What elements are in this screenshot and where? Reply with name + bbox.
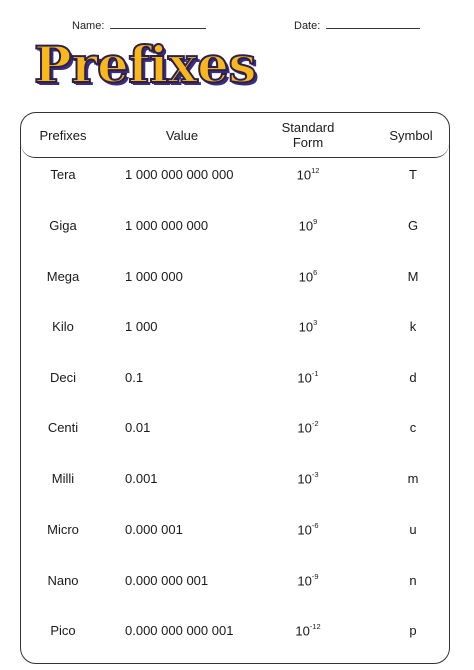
- table-header: [21, 113, 449, 158]
- symbol-cell: c: [409, 420, 417, 435]
- symbol-cell: G: [407, 218, 419, 233]
- standard-form-base: 10: [298, 319, 314, 335]
- standard-form-base: 10: [296, 167, 312, 183]
- symbol-cell: n: [409, 573, 417, 588]
- table-row: [21, 266, 449, 290]
- symbol-cell: m: [407, 471, 419, 486]
- header-standard-form: Standard Form: [281, 120, 335, 150]
- standard-form-cell: [283, 370, 333, 385]
- standard-form-cell: [283, 218, 333, 233]
- value-cell: 1 000 000 000: [125, 218, 209, 233]
- table-row: [21, 620, 449, 644]
- value-cell: 0.000 000 001: [125, 573, 209, 588]
- symbol-cell: k: [409, 319, 417, 334]
- standard-form-exponent: -2: [311, 419, 319, 428]
- prefix-cell: Giga: [49, 218, 77, 233]
- standard-form-base: 10: [298, 269, 314, 285]
- standard-form-base: 10: [297, 573, 312, 589]
- date-field: [294, 18, 420, 32]
- prefix-cell: Kilo: [52, 319, 74, 334]
- value-cell: 0.000 001: [125, 522, 183, 537]
- value-cell: 0.001: [125, 471, 158, 486]
- standard-form-cell: [283, 269, 333, 284]
- standard-form-exponent: -1: [311, 369, 319, 378]
- date-label: Date:: [294, 20, 321, 32]
- standard-form-cell: [283, 167, 333, 182]
- table-row: [21, 417, 449, 441]
- standard-form-base: 10: [297, 471, 312, 487]
- prefix-cell: Micro: [47, 522, 79, 537]
- value-cell: 0.1: [125, 370, 144, 385]
- standard-form-exponent: -12: [309, 622, 321, 631]
- symbol-cell: T: [409, 167, 417, 182]
- standard-form-exponent: 3: [313, 318, 318, 327]
- date-blank-line[interactable]: [326, 18, 420, 29]
- prefix-cell: Deci: [49, 370, 76, 385]
- table-row: [21, 468, 449, 492]
- header-prefixes: Prefixes: [39, 127, 87, 143]
- prefix-cell: Pico: [50, 623, 76, 638]
- header-value: Value: [165, 127, 199, 143]
- standard-form-exponent: 9: [313, 217, 318, 226]
- value-cell: 1 000 000: [125, 269, 183, 284]
- table-row: [21, 519, 449, 543]
- prefixes-table: [20, 112, 450, 664]
- value-cell: 1 000: [125, 319, 158, 334]
- standard-form-exponent: -6: [311, 521, 319, 530]
- standard-form-base: 10: [297, 420, 312, 436]
- standard-form-base: 10: [298, 218, 314, 234]
- prefix-cell: Centi: [47, 420, 79, 435]
- standard-form-cell: [283, 319, 333, 334]
- standard-form-cell: [283, 471, 333, 486]
- table-row: [21, 215, 449, 239]
- value-cell: 1 000 000 000 000: [125, 167, 234, 182]
- name-field: [72, 18, 206, 32]
- header-symbol: Symbol: [389, 127, 433, 143]
- standard-form-base: 10: [297, 370, 312, 386]
- standard-form-exponent: -9: [311, 572, 319, 581]
- standard-form-cell: [283, 420, 333, 435]
- table-row: [21, 164, 449, 188]
- standard-form-base: 10: [297, 522, 312, 538]
- prefix-cell: Tera: [50, 167, 76, 182]
- name-blank-line[interactable]: [110, 18, 206, 29]
- page-title: Prefixes: [34, 35, 257, 94]
- table-row: [21, 570, 449, 594]
- standard-form-exponent: 12: [311, 166, 320, 175]
- prefix-cell: Nano: [47, 573, 79, 588]
- standard-form-exponent: -3: [311, 470, 319, 479]
- standard-form-base: 10: [295, 623, 310, 639]
- symbol-cell: p: [409, 623, 417, 638]
- standard-form-cell: [283, 522, 333, 537]
- symbol-cell: d: [409, 370, 417, 385]
- standard-form-cell: [283, 623, 333, 638]
- standard-form-cell: [283, 573, 333, 588]
- value-cell: 0.01: [125, 420, 151, 435]
- table-row: [21, 316, 449, 340]
- symbol-cell: M: [407, 269, 419, 284]
- table-row: [21, 367, 449, 391]
- prefix-cell: Milli: [51, 471, 75, 486]
- prefix-cell: Mega: [46, 269, 80, 284]
- name-label: Name:: [72, 20, 105, 32]
- value-cell: 0.000 000 000 001: [125, 623, 234, 638]
- standard-form-exponent: 6: [313, 268, 318, 277]
- symbol-cell: u: [409, 522, 417, 537]
